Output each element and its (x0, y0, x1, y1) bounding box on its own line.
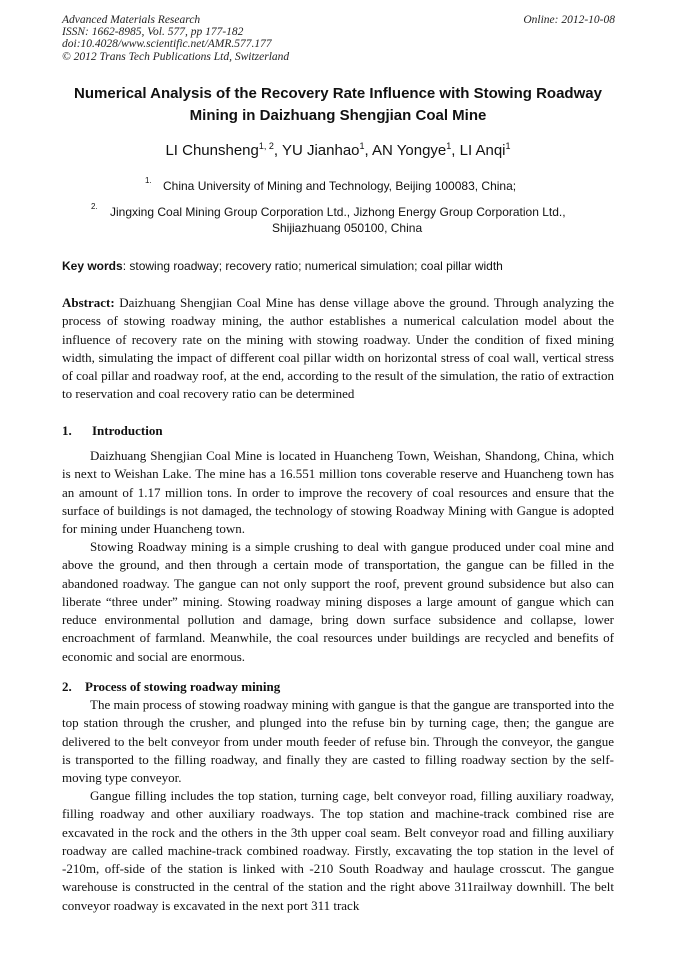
copyright-line: © 2012 Trans Tech Publications Ltd, Switzerland (62, 50, 290, 63)
author-name: LI Chunsheng (165, 142, 259, 159)
body-paragraph: Stowing Roadway mining is a simple crushing to deal with gangue produced under coal mine and above the ground, and then through a certain mode of transportation, the gangue can be filled in the abandoned roadway. The gangue can not only support the roof, prevent ground subsidence but also can liberate “three under” mining. Stowing roadway mining disposes a large amount of gangue which can reduce environmental pollution and damage, bring down surface subsidence and collapse, lower encroachment of farmland. Meanwhile, the coal resources under buildings are recycled and benefits of economic and social are enormous. (62, 539, 614, 664)
section-number: 2. (62, 679, 72, 694)
section-heading-introduction (62, 422, 163, 440)
author-affil-mark: 1, 2 (258, 141, 274, 151)
section-title: Process of stowing roadway mining (85, 679, 281, 694)
section-heading-process (62, 678, 280, 696)
author-name: AN Yongye (372, 142, 447, 159)
author-affil-mark: 1 (505, 141, 511, 151)
online-date: Online: 2012-10-08 (523, 14, 615, 26)
keywords (62, 258, 622, 275)
author-list (62, 140, 614, 162)
body-paragraph: The main process of stowing roadway mining with gangue is that the gangue are transported into the top station through the crusher, and plunged into the refuse bin by turning cage, then; the gangue are delivered to the belt conveyor from under mouth feeder of refuse bin. Through the conveyor, the gangue is transported to the filling roadway, and finally they are casted to filling roadway section by the self-moving type conveyor. (62, 697, 614, 786)
author-name: LI Anqi (459, 142, 506, 159)
affiliation-text: Jingxing Coal Mining Group Corporation Ltd., Jizhong Energy Group Corporation Ltd., (110, 205, 566, 219)
section-title: Introduction (92, 423, 163, 438)
keywords-text: : stowing roadway; recovery ratio; numerical simulation; coal pillar width (122, 259, 503, 273)
abstract-label: Abstract: (62, 295, 115, 310)
body-paragraph: Daizhuang Shengjian Coal Mine is located in Huancheng Town, Weishan, Shandong, China, which is next to Weishan Lake. The mine has a 16.551 million tons coverable reserve and Huancheng town has an amount of 1.17 million tons. In order to improve the recovery of coal resources and ensure that the surface of buildings is not damaged, the technology of stowing Roadway Mining with Gangue is adopted for mining under Huancheng town. (62, 448, 614, 537)
paper-title: Numerical Analysis of the Recovery Rate Influence with Stowing Roadway Mining in Daizhuang Shengjian Coal Mine (74, 85, 602, 124)
affiliation-text: China University of Mining and Technology, Beijing 100083, China; (163, 179, 517, 193)
issn-line: ISSN: 1662-8985, Vol. 577, pp 177-182 (62, 26, 244, 39)
section-number: 1. (62, 423, 72, 438)
author-name: YU Jianhao (281, 142, 360, 159)
keywords-label: Key words (62, 259, 123, 273)
author-affil-mark: 1 (359, 141, 365, 151)
journal-header (62, 14, 442, 63)
affiliation-number: 2. (91, 202, 98, 211)
author-affil-mark: 1 (446, 141, 452, 151)
abstract (62, 294, 614, 404)
journal-name: Advanced Materials Research (62, 14, 201, 26)
author-separator: , (364, 142, 373, 159)
body-paragraph: Gangue filling includes the top station, turning cage, belt conveyor road, filling auxiliary roadway, filling roadway and other auxiliary roadways. The top station and machine-track combined rise are excavated in the rock and the others in the 3th upper coal seam. Belt conveyor road and filling auxiliary roadway are called machine-track combined roadway. Firstly, excavating the top station in the level of -210m, off-side of the station is linked with -210 South Roadway and haulage crosscut. The gangue warehouse is constructed in the central of the station and the right above 311railway downhill. The belt conveyor roadway is excavated in the next port 311 track (62, 788, 614, 913)
abstract-text: Daizhuang Shengjian Coal Mine has dense village above the ground. Through analyzing the process of stowing roadway mining, the author establishes a numerical calculation model about the influence of recovery rate on the mining with stowing roadway. Under the condition of fixed mining width, simulating the impact of different coal pillar width on horizontal stress of coal wall, vertical stress of coal pillar and roadway roof, at the end, according to the result of the simulation, the ratio of extraction to reservation and coal recovery ratio can be determined (62, 295, 614, 402)
doi-line[interactable]: doi:10.4028/www.scientific.net/AMR.577.177 (62, 38, 272, 51)
author-separator: , (273, 142, 282, 159)
author-separator: , (451, 142, 460, 159)
affiliation-text-continued: Shijiazhuang 050100, China (272, 221, 423, 235)
affiliation-number: 1. (145, 176, 152, 185)
